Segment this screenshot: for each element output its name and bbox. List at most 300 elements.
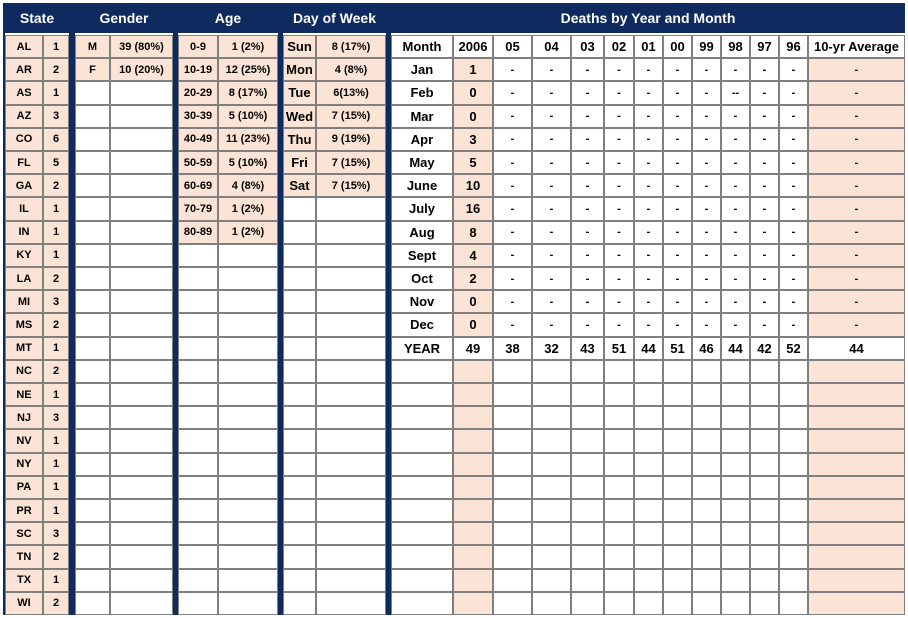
empty-cell [634,406,663,429]
empty-cell [604,453,634,476]
empty-cell [604,360,634,383]
empty-cell [779,545,808,568]
death-count: - [750,151,779,174]
death-count: - [493,105,532,128]
death-count: - [663,81,692,104]
age-value: 4 (8%) [218,174,278,197]
death-count: - [493,267,532,290]
gender-label [75,337,110,360]
month-label: Aug [391,221,453,244]
empty-cell [779,569,808,592]
age-value [218,453,278,476]
empty-cell [453,360,493,383]
age-label [178,337,218,360]
empty-cell [532,522,571,545]
day-label [283,499,316,522]
death-count: - [692,174,721,197]
death-count: - [634,267,663,290]
empty-cell [750,545,779,568]
death-count: - [634,58,663,81]
gender-value [110,383,173,406]
empty-cell [721,360,750,383]
state-count: 2 [43,267,69,290]
empty-cell [663,406,692,429]
death-count: -- [721,81,750,104]
death-count: - [604,174,634,197]
state-code: IL [5,197,43,220]
day-label [283,429,316,452]
death-count: - [532,313,571,336]
death-count: - [634,81,663,104]
state-count: 3 [43,522,69,545]
death-count: - [604,244,634,267]
gender-label [75,522,110,545]
empty-cell [663,522,692,545]
death-count: - [663,151,692,174]
empty-cell [571,453,604,476]
empty-cell [692,360,721,383]
day-value [316,221,386,244]
day-value [316,453,386,476]
state-count: 1 [43,499,69,522]
death-count: - [634,151,663,174]
month-label: Apr [391,128,453,151]
death-count: - [532,81,571,104]
empty-cell [493,383,532,406]
month-label: May [391,151,453,174]
death-count: - [493,221,532,244]
empty-cell [571,569,604,592]
empty-cell [634,545,663,568]
death-count: - [604,267,634,290]
empty-cell [721,545,750,568]
state-code: TX [5,569,43,592]
age-label: 30-39 [178,105,218,128]
year-total-value: 44 [808,337,905,360]
state-code: IN [5,221,43,244]
empty-cell [571,592,604,615]
empty-cell [808,592,905,615]
age-value [218,383,278,406]
death-count: - [721,105,750,128]
death-count: - [692,81,721,104]
gender-label [75,128,110,151]
empty-cell [532,592,571,615]
death-count: - [532,244,571,267]
empty-cell [571,499,604,522]
gender-label [75,569,110,592]
day-label [283,290,316,313]
empty-cell [453,453,493,476]
age-value [218,429,278,452]
death-count: - [663,197,692,220]
death-count: - [532,128,571,151]
empty-cell [532,406,571,429]
gender-label [75,197,110,220]
age-value [218,522,278,545]
empty-cell [453,545,493,568]
empty-cell [634,499,663,522]
death-count: - [779,174,808,197]
death-count: - [493,151,532,174]
average-value: - [808,174,905,197]
year-column-header: 03 [571,35,604,58]
average-value: - [808,151,905,174]
death-count: - [750,128,779,151]
age-value [218,545,278,568]
death-count: - [493,174,532,197]
death-count: 16 [453,197,493,220]
death-count: - [571,128,604,151]
day-label [283,313,316,336]
death-count: 0 [453,290,493,313]
empty-cell [493,499,532,522]
month-label: Nov [391,290,453,313]
empty-cell [808,476,905,499]
age-label: 80-89 [178,221,218,244]
empty-cell [571,360,604,383]
age-label: 60-69 [178,174,218,197]
gender-header: Gender [75,3,173,33]
death-count: - [571,105,604,128]
empty-cell [663,453,692,476]
empty-cell [692,429,721,452]
gender-label [75,174,110,197]
age-value [218,337,278,360]
month-label: Oct [391,267,453,290]
day-label [283,337,316,360]
empty-cell [750,453,779,476]
day-value [316,313,386,336]
empty-cell [493,406,532,429]
death-count: - [571,197,604,220]
death-count: - [604,197,634,220]
state-count: 2 [43,360,69,383]
average-value: - [808,58,905,81]
empty-cell [571,429,604,452]
death-count: - [779,313,808,336]
empty-cell [391,360,453,383]
empty-cell [779,383,808,406]
empty-cell [692,383,721,406]
death-count: 1 [453,58,493,81]
gender-label [75,592,110,615]
death-count: - [604,221,634,244]
state-code: AS [5,81,43,104]
year-column-header: 05 [493,35,532,58]
empty-cell [493,476,532,499]
empty-cell [391,522,453,545]
gender-value [110,105,173,128]
death-count: - [750,244,779,267]
year-total-value: 51 [604,337,634,360]
state-count: 3 [43,105,69,128]
state-count: 2 [43,592,69,615]
death-count: - [692,197,721,220]
death-count: - [493,290,532,313]
state-count: 1 [43,476,69,499]
age-value [218,406,278,429]
age-label [178,406,218,429]
empty-cell [493,545,532,568]
year-total-value: 51 [663,337,692,360]
year-total-value: 38 [493,337,532,360]
empty-cell [604,569,634,592]
empty-cell [692,522,721,545]
empty-cell [634,569,663,592]
age-value: 5 (10%) [218,151,278,174]
day-value [316,360,386,383]
death-count: - [779,81,808,104]
age-label [178,476,218,499]
year-total-value: 44 [634,337,663,360]
age-label [178,244,218,267]
age-label [178,313,218,336]
empty-cell [692,406,721,429]
death-count: - [493,58,532,81]
death-count: - [721,58,750,81]
gender-value [110,313,173,336]
death-count: - [721,221,750,244]
age-value [218,244,278,267]
death-count: - [634,313,663,336]
death-count: - [721,151,750,174]
empty-cell [750,383,779,406]
day-label [283,360,316,383]
gender-label [75,221,110,244]
gender-value [110,267,173,290]
age-label [178,429,218,452]
empty-cell [391,429,453,452]
empty-cell [604,592,634,615]
death-count: - [571,58,604,81]
age-value [218,569,278,592]
empty-cell [750,406,779,429]
empty-cell [721,383,750,406]
empty-cell [721,476,750,499]
death-count: - [750,105,779,128]
death-count: 3 [453,128,493,151]
death-count: - [571,313,604,336]
state-code: MT [5,337,43,360]
age-value [218,267,278,290]
death-count: - [663,105,692,128]
empty-cell [453,476,493,499]
gender-value [110,337,173,360]
state-code: NV [5,429,43,452]
empty-cell [391,453,453,476]
empty-cell [453,406,493,429]
death-count: 5 [453,151,493,174]
year-column-header: 99 [692,35,721,58]
death-count: - [663,128,692,151]
empty-cell [391,383,453,406]
state-count: 1 [43,35,69,58]
empty-cell [721,453,750,476]
age-label [178,267,218,290]
year-total-value: 42 [750,337,779,360]
state-count: 2 [43,174,69,197]
day-label [283,197,316,220]
state-code: CO [5,128,43,151]
gender-value [110,476,173,499]
gender-value [110,244,173,267]
gender-value [110,429,173,452]
gender-label [75,290,110,313]
deaths-header: Deaths by Year and Month [391,3,905,33]
empty-cell [571,522,604,545]
age-value: 8 (17%) [218,81,278,104]
gender-label [75,453,110,476]
death-count: - [604,151,634,174]
empty-cell [634,592,663,615]
gender-label [75,545,110,568]
empty-cell [391,569,453,592]
empty-cell [453,499,493,522]
day-label: Sat [283,174,316,197]
average-value: - [808,128,905,151]
day-label [283,476,316,499]
death-count: - [634,128,663,151]
death-count: - [750,58,779,81]
death-count: - [663,174,692,197]
average-value: - [808,221,905,244]
empty-cell [808,360,905,383]
death-count: - [721,174,750,197]
death-count: - [532,151,571,174]
death-count: - [692,151,721,174]
death-count: - [779,151,808,174]
empty-cell [808,499,905,522]
state-code: GA [5,174,43,197]
state-count: 1 [43,453,69,476]
empty-cell [750,499,779,522]
empty-cell [453,522,493,545]
day-value: 8 (17%) [316,35,386,58]
death-count: - [692,105,721,128]
empty-cell [391,406,453,429]
gender-value [110,453,173,476]
empty-cell [604,522,634,545]
death-count: 4 [453,244,493,267]
empty-cell [604,545,634,568]
death-count: - [663,267,692,290]
day-value: 4 (8%) [316,58,386,81]
month-column-header: Month [391,35,453,58]
year-column-header: 2006 [453,35,493,58]
gender-label [75,360,110,383]
death-count: - [571,221,604,244]
age-label [178,545,218,568]
empty-cell [779,592,808,615]
gender-value [110,406,173,429]
day-of-week-header: Day of Week [283,3,386,33]
death-count: 0 [453,81,493,104]
empty-cell [692,476,721,499]
day-label: Thu [283,128,316,151]
death-count: - [532,221,571,244]
day-label [283,406,316,429]
day-label [283,545,316,568]
state-code: NJ [5,406,43,429]
year-column-header: 02 [604,35,634,58]
empty-cell [391,545,453,568]
empty-cell [453,592,493,615]
gender-value [110,221,173,244]
day-value [316,267,386,290]
empty-cell [779,406,808,429]
day-label [283,267,316,290]
year-total-value: 32 [532,337,571,360]
state-code: NC [5,360,43,383]
empty-cell [391,499,453,522]
empty-cell [532,383,571,406]
year-total-label: YEAR [391,337,453,360]
day-value [316,244,386,267]
day-value [316,569,386,592]
day-label [283,592,316,615]
death-count: - [779,244,808,267]
age-value [218,592,278,615]
state-code: LA [5,267,43,290]
gender-value [110,360,173,383]
death-count: - [750,267,779,290]
death-count: - [634,244,663,267]
year-total-value: 52 [779,337,808,360]
death-count: - [493,197,532,220]
empty-cell [453,429,493,452]
day-label [283,244,316,267]
death-count: - [750,174,779,197]
average-value: - [808,313,905,336]
death-count: - [663,290,692,313]
death-count: - [692,267,721,290]
empty-cell [750,476,779,499]
year-column-header: 00 [663,35,692,58]
death-count: - [634,174,663,197]
age-label: 70-79 [178,197,218,220]
empty-cell [571,476,604,499]
day-value [316,499,386,522]
age-value: 1 (2%) [218,221,278,244]
state-count: 2 [43,58,69,81]
death-count: - [493,81,532,104]
age-label [178,522,218,545]
empty-cell [750,569,779,592]
day-label [283,221,316,244]
empty-cell [634,360,663,383]
month-label: Feb [391,81,453,104]
empty-cell [391,476,453,499]
death-count: - [571,174,604,197]
age-label: 50-59 [178,151,218,174]
empty-cell [532,453,571,476]
empty-cell [663,476,692,499]
empty-cell [779,429,808,452]
empty-cell [721,429,750,452]
year-total-value: 46 [692,337,721,360]
empty-cell [634,476,663,499]
age-label [178,453,218,476]
empty-cell [779,522,808,545]
empty-cell [571,406,604,429]
month-label: Jan [391,58,453,81]
average-column-header: 10-yr Average [808,35,905,58]
empty-cell [692,545,721,568]
day-label: Mon [283,58,316,81]
gender-value [110,197,173,220]
day-value: 9 (19%) [316,128,386,151]
